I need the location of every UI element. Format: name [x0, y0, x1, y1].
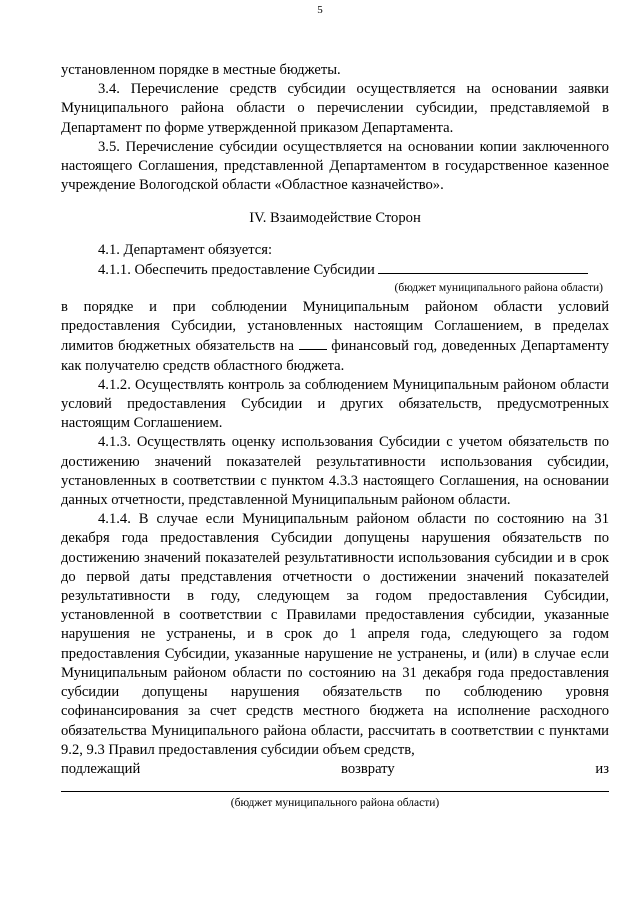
paragraph-3-5: 3.5. Перечисление субсидии осуществляется на основании копии заключенного настоящего Соглашения, представленной Департаментом в государственное казенное учреждение Вологодской области «Областное казначейство».: [61, 138, 609, 194]
year-blank-line: [299, 336, 327, 350]
paragraph-4-1: 4.1. Департамент обязуется:: [98, 241, 273, 258]
word-iz: из: [595, 760, 609, 777]
paragraph-4-1-1-continued: [61, 298, 609, 376]
paragraph-4-1-1-start: 4.1.1. Обеспечить предоставление Субсидии: [98, 261, 375, 278]
paragraph-4-1-1-text-a: в порядке и при соблюдении Муниципальным районом области условий предоставления Субсидии, установленных настоящим Соглашением, в пределах лимитов бюджетных обязательств на: [61, 299, 609, 355]
budget-blank-line: [378, 260, 588, 274]
budget-caption: (бюджет муниципального района области): [394, 282, 603, 295]
paragraph: установленном порядке в местные бюджеты.: [61, 62, 341, 78]
document-body: [61, 61, 609, 810]
page-number: 5: [317, 4, 323, 16]
paragraph-4-1-2: 4.1.2. Осуществлять контроль за соблюдением Муниципальным районом области условий предоставления Субсидии и других обязательств, предусмотренных настоящим Соглашением.: [61, 376, 609, 432]
section-heading: IV. Взаимодействие Сторон: [249, 210, 421, 227]
word-vozvratu: возврату: [341, 760, 395, 777]
paragraph-4-1-1-text-b: финансовый год, доведенных Департаменту как получателю средств областного бюджета.: [61, 338, 609, 374]
budget-caption-bottom: (бюджет муниципального района области): [230, 797, 440, 810]
paragraph-4-1-4: 4.1.4. В случае если Муниципальным районом области по состоянию на 31 декабря года предоставления Субсидии допущены нарушения обязательств по достижению значений показателей результативности использования субсидии и в срок до первой даты представления отчетности о достижении значений показателей результативности в году, следующем за годом предоставления Субсидии, установленной в соответствии с Правилами предоставления субсидии, указанные нарушения не устранены, и в срок до 1 апреля года, следующего за годом предоставления Субсидии, указанные нарушение не устранены, и (или) в случае если Муниципальным районом области по состоянию на 31 декабря года предоставления субсидии допущены нарушения обязательств по соблюдению уровня софинансирования за счет средств местного бюджета на исполнение расходного обязательства Муниципального района области, рассчитать в соответствии с пунктами 9.2, 9.3 Правил предоставления субсидии объем средств,: [61, 511, 609, 758]
paragraph-3-4: 3.4. Перечисление средств субсидии осуществляется на основании заявки Муниципального района области о перечислении субсидии, представляемой в Департамент по форме утвержденной приказом Департамента.: [61, 81, 609, 136]
paragraph-4-1-4-last-line: [61, 760, 609, 779]
paragraph-4-1-1: [61, 260, 609, 280]
budget-blank-line-full: [61, 779, 609, 792]
word-podlezhashchiy: подлежащий: [61, 760, 141, 777]
paragraph-4-1-3: 4.1.3. Осуществлять оценку использования Субсидии с учетом обязательств по достижению значений показателей результативности использования субсидии, установленных в соответствии с пунктом 4.3.3 настоящего Соглашения, на основании данных отчетности, представленной Муниципальным районом области.: [61, 434, 609, 509]
